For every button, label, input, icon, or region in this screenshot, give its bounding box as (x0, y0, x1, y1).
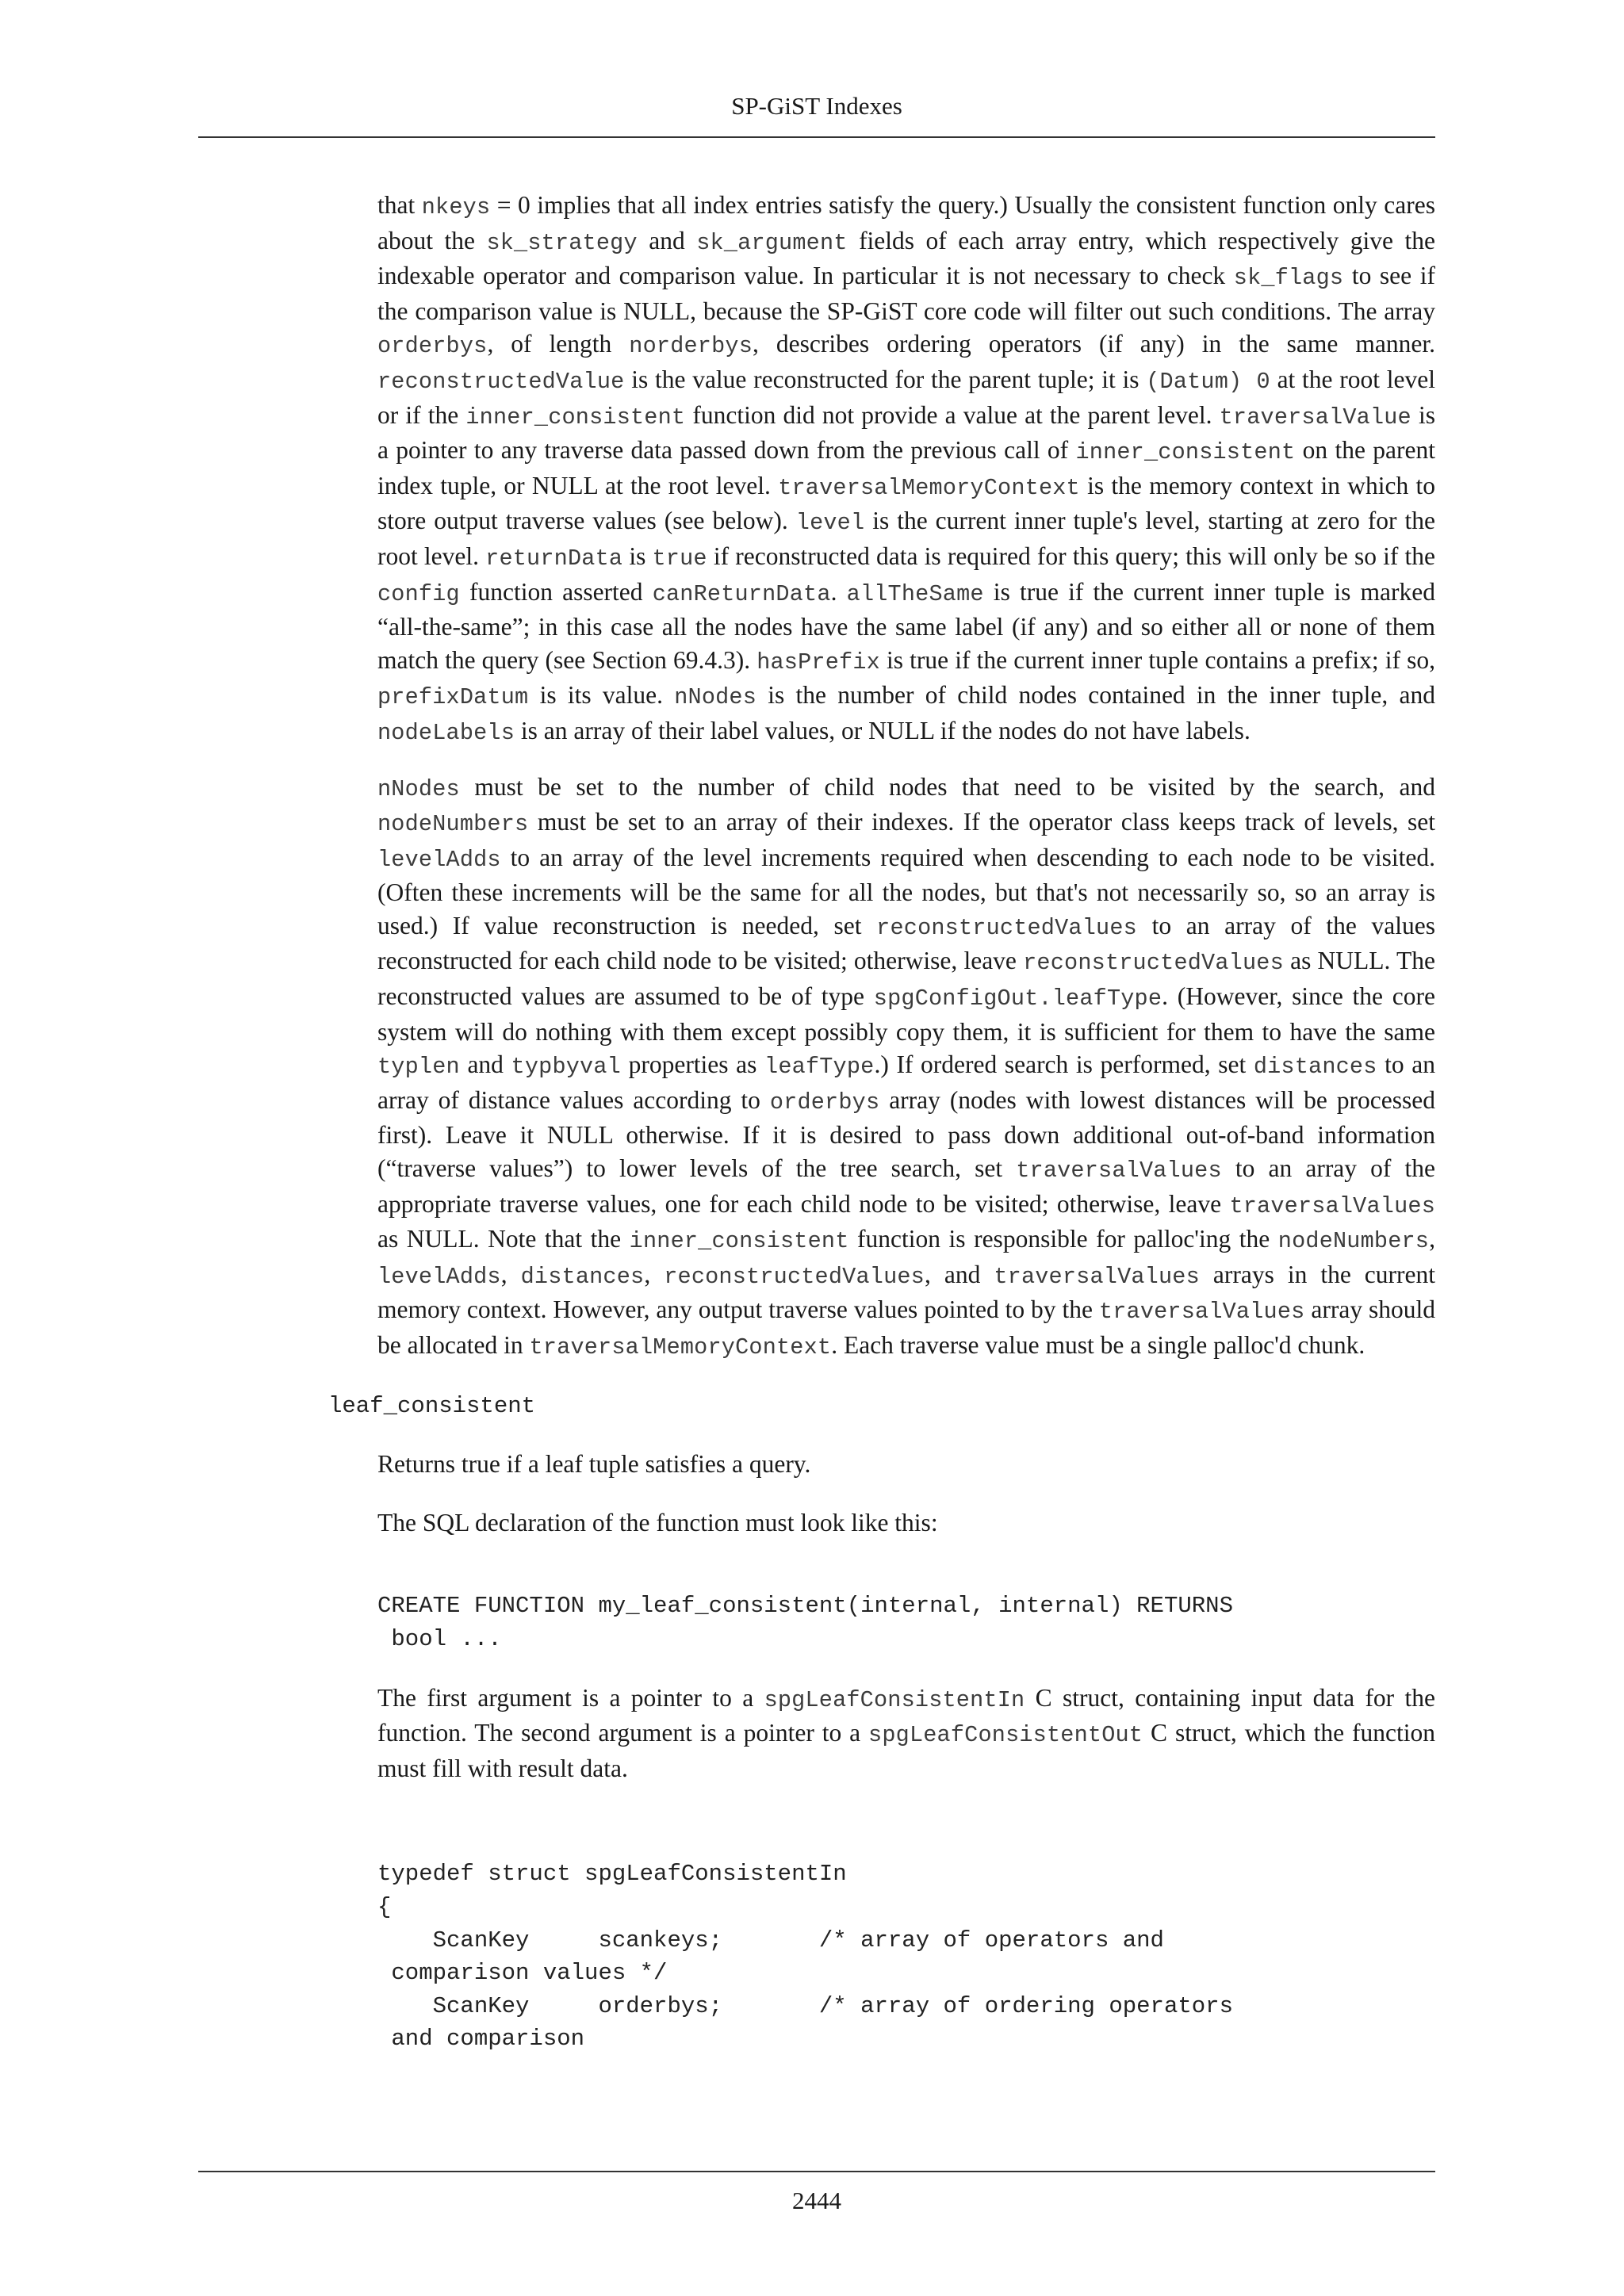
code-term: sk_strategy (486, 229, 638, 256)
text-run: = 0 implies that all index entries satisfy the query.) Usually the consistent function only cares about the (377, 191, 1435, 254)
code-term: distances (520, 1263, 645, 1290)
code-term: typbyval (511, 1054, 621, 1081)
page-content (328, 189, 1436, 2056)
text-run: . (However, since the core system will do nothing with them except possibly copy them, it is sufficient for them to have the same (377, 982, 1435, 1046)
code-term: spgLeafConsistentOut (868, 1722, 1143, 1749)
paragraph-sql-declaration-intro: The SQL declaration of the function must look like this: (377, 1508, 938, 1536)
code-block-sql-declaration: CREATE FUNCTION my_leaf_consistent(internal, internal) RETURNS bool ... (377, 1593, 1233, 1652)
function-term-leaf-consistent: leaf_consistent (328, 1392, 536, 1419)
text-run: , (500, 1260, 521, 1288)
text-run: function asserted (459, 577, 653, 606)
code-term: nkeys (421, 194, 491, 220)
code-term: allTheSame (846, 580, 984, 607)
code-term: true (652, 545, 707, 572)
code-term: prefixDatum (377, 684, 529, 711)
text-run: function did not provide a value at the parent level. (685, 400, 1220, 429)
text-run: is its value. (528, 681, 675, 710)
code-term: nNodes (674, 684, 757, 711)
code-term: (Datum) 0 (1146, 368, 1270, 395)
code-term: inner_consistent (629, 1228, 849, 1255)
text-run: , (644, 1260, 665, 1288)
code-term: typlen (377, 1054, 460, 1081)
code-term: levelAdds (377, 1263, 501, 1290)
paragraph-leaf-consistent-arguments (377, 1682, 1435, 1785)
text-run: The first argument is a pointer to a (377, 1683, 764, 1712)
code-term: hasPrefix (756, 649, 880, 675)
text-run: , (1429, 1225, 1435, 1253)
code-term: traversalValue (1219, 404, 1411, 430)
code-term: spgConfigOut.leafType (873, 985, 1162, 1012)
text-run: properties as (620, 1050, 765, 1079)
code-term: inner_consistent (1075, 439, 1296, 466)
text-run: as NULL. Note that the (377, 1225, 630, 1253)
text-run: as NULL. The reconstructed values are assumed to be of type (377, 947, 1436, 1011)
text-run: , of length (487, 330, 630, 358)
text-run: is the memory context in which to store output traverse values (see below). (377, 471, 1435, 535)
text-run: . Each traverse value must be a single palloc'd chunk. (831, 1331, 1365, 1359)
code-term: leafType (764, 1054, 875, 1081)
code-term: reconstructedValues (1023, 950, 1284, 977)
code-term: spgLeafConsistentIn (764, 1686, 1025, 1713)
paragraph-inner-consistent-inputs (377, 189, 1435, 750)
code-term: norderbys (629, 333, 753, 360)
text-run: function is responsible for palloc'ing the (848, 1225, 1278, 1253)
text-run: on the parent index tuple, or NULL at the root level. (377, 436, 1435, 499)
code-term: nodeLabels (377, 719, 515, 746)
code-term: nNodes (377, 775, 460, 802)
text-run: is (622, 541, 653, 570)
footer-rule (198, 2171, 1435, 2172)
code-term: levelAdds (377, 846, 501, 873)
code-term: level (795, 510, 865, 537)
text-run: is true if the current inner tuple is marked “all-the-same”; in this case all the nodes have the same label (if any) and so either all or none of them match the query (see Section 69.4.3). (377, 577, 1435, 674)
text-run: at the root level or if the (377, 365, 1435, 429)
code-term: traversalValues (994, 1263, 1200, 1290)
running-header: SP-GiST Indexes (731, 92, 902, 120)
text-run: to an array of the appropriate traverse values, one for each child node to be visited; otherwise, leave (377, 1154, 1436, 1218)
text-run: C struct, which the function must fill with result data. (377, 1719, 1435, 1782)
code-term: config (377, 580, 460, 607)
text-run: if reconstructed data is required for this query; this will only be so if the (707, 541, 1435, 570)
header-rule (198, 136, 1435, 138)
code-term: distances (1253, 1054, 1377, 1081)
page-number: 2444 (792, 2187, 841, 2214)
text-run: is a pointer to any traverse data passed down from the previous call of (377, 400, 1436, 465)
code-term: traversalValues (1016, 1158, 1222, 1184)
paragraph-leaf-consistent-summary: Returns true if a leaf tuple satisfies a query. (377, 1450, 811, 1479)
text-run: is an array of their label values, or NULL if the nodes do not have labels. (515, 716, 1251, 744)
text-run: that (377, 191, 422, 219)
code-term: traversalValues (1229, 1192, 1435, 1219)
code-term: reconstructedValues (664, 1263, 925, 1290)
text-run: array (nodes with lowest distances will be processed first). Leave it NULL otherwise. If it is desired to pass down additional out-of-band information (“traverse values”) to lower levels of the tree search, set (377, 1085, 1435, 1183)
text-run: .) If ordered search is performed, set (874, 1050, 1254, 1079)
text-run: to an array of the level increments required when descending to each node to be visited. (Often these increments will be the same for all the nodes, but that's not necessarily so, so an array is used.) If value reconstruction is needed, set (377, 843, 1435, 939)
code-term: sk_argument (696, 229, 848, 256)
code-term: nodeNumbers (1277, 1228, 1430, 1255)
text-run: to see if the comparison value is NULL, because the SP-GiST core code will filter out such conditions. The array (377, 262, 1435, 325)
code-term: nodeNumbers (377, 811, 529, 838)
text-run: fields of each array entry, which respectively give the indexable operator and comparison value. In particular it is not necessary to check (377, 226, 1435, 290)
code-term: orderbys (769, 1089, 880, 1115)
code-term: canReturnData (652, 580, 831, 607)
code-term: returnData (485, 545, 623, 572)
code-term: orderbys (377, 333, 488, 360)
text-run: arrays in the current memory context. However, any output traverse values pointed to by the (377, 1260, 1436, 1324)
code-term: sk_flags (1233, 265, 1344, 292)
code-term: inner_consistent (465, 404, 686, 430)
code-term: reconstructedValue (377, 368, 625, 395)
text-run: is the number of child nodes contained in the inner tuple, and (756, 681, 1435, 710)
text-run: array should be allocated in (377, 1295, 1436, 1359)
text-run: , describes ordering operators (if any) in the same manner. (753, 330, 1435, 358)
text-run: , and (924, 1260, 994, 1288)
code-block-struct-definition: typedef struct spgLeafConsistentIn { ScanKey scankeys; /* array of operators and comparison values */ ScanKey orderbys; /* array of ordering operators and comparison (377, 1861, 1233, 2053)
text-run: is the current inner tuple's level, starting at zero for the root level. (377, 507, 1435, 570)
text-run: . (830, 577, 847, 606)
text-run: must be set to an array of their indexes. If the operator class keeps track of levels, set (528, 808, 1435, 836)
text-run: C struct, containing input data for the function. The second argument is a pointer to a (377, 1683, 1435, 1747)
text-run: and (637, 226, 697, 254)
text-run: and (459, 1050, 511, 1079)
text-run: is true if the current inner tuple contains a prefix; if so, (879, 645, 1436, 674)
text-run: to an array of the values reconstructed for each child node to be visited; otherwise, leave (377, 911, 1436, 975)
text-run: must be set to the number of child nodes that need to be visited by the search, and (459, 772, 1435, 801)
text-run: to an array of distance values according to (377, 1050, 1436, 1114)
text-run: is the value reconstructed for the parent tuple; it is (624, 365, 1147, 393)
code-term: traversalMemoryContext (529, 1334, 832, 1360)
code-term: reconstructedValues (876, 914, 1137, 941)
code-term: traversalMemoryContext (778, 474, 1080, 501)
code-term: traversalValues (1098, 1299, 1305, 1326)
paragraph-inner-consistent-outputs (377, 771, 1435, 1364)
